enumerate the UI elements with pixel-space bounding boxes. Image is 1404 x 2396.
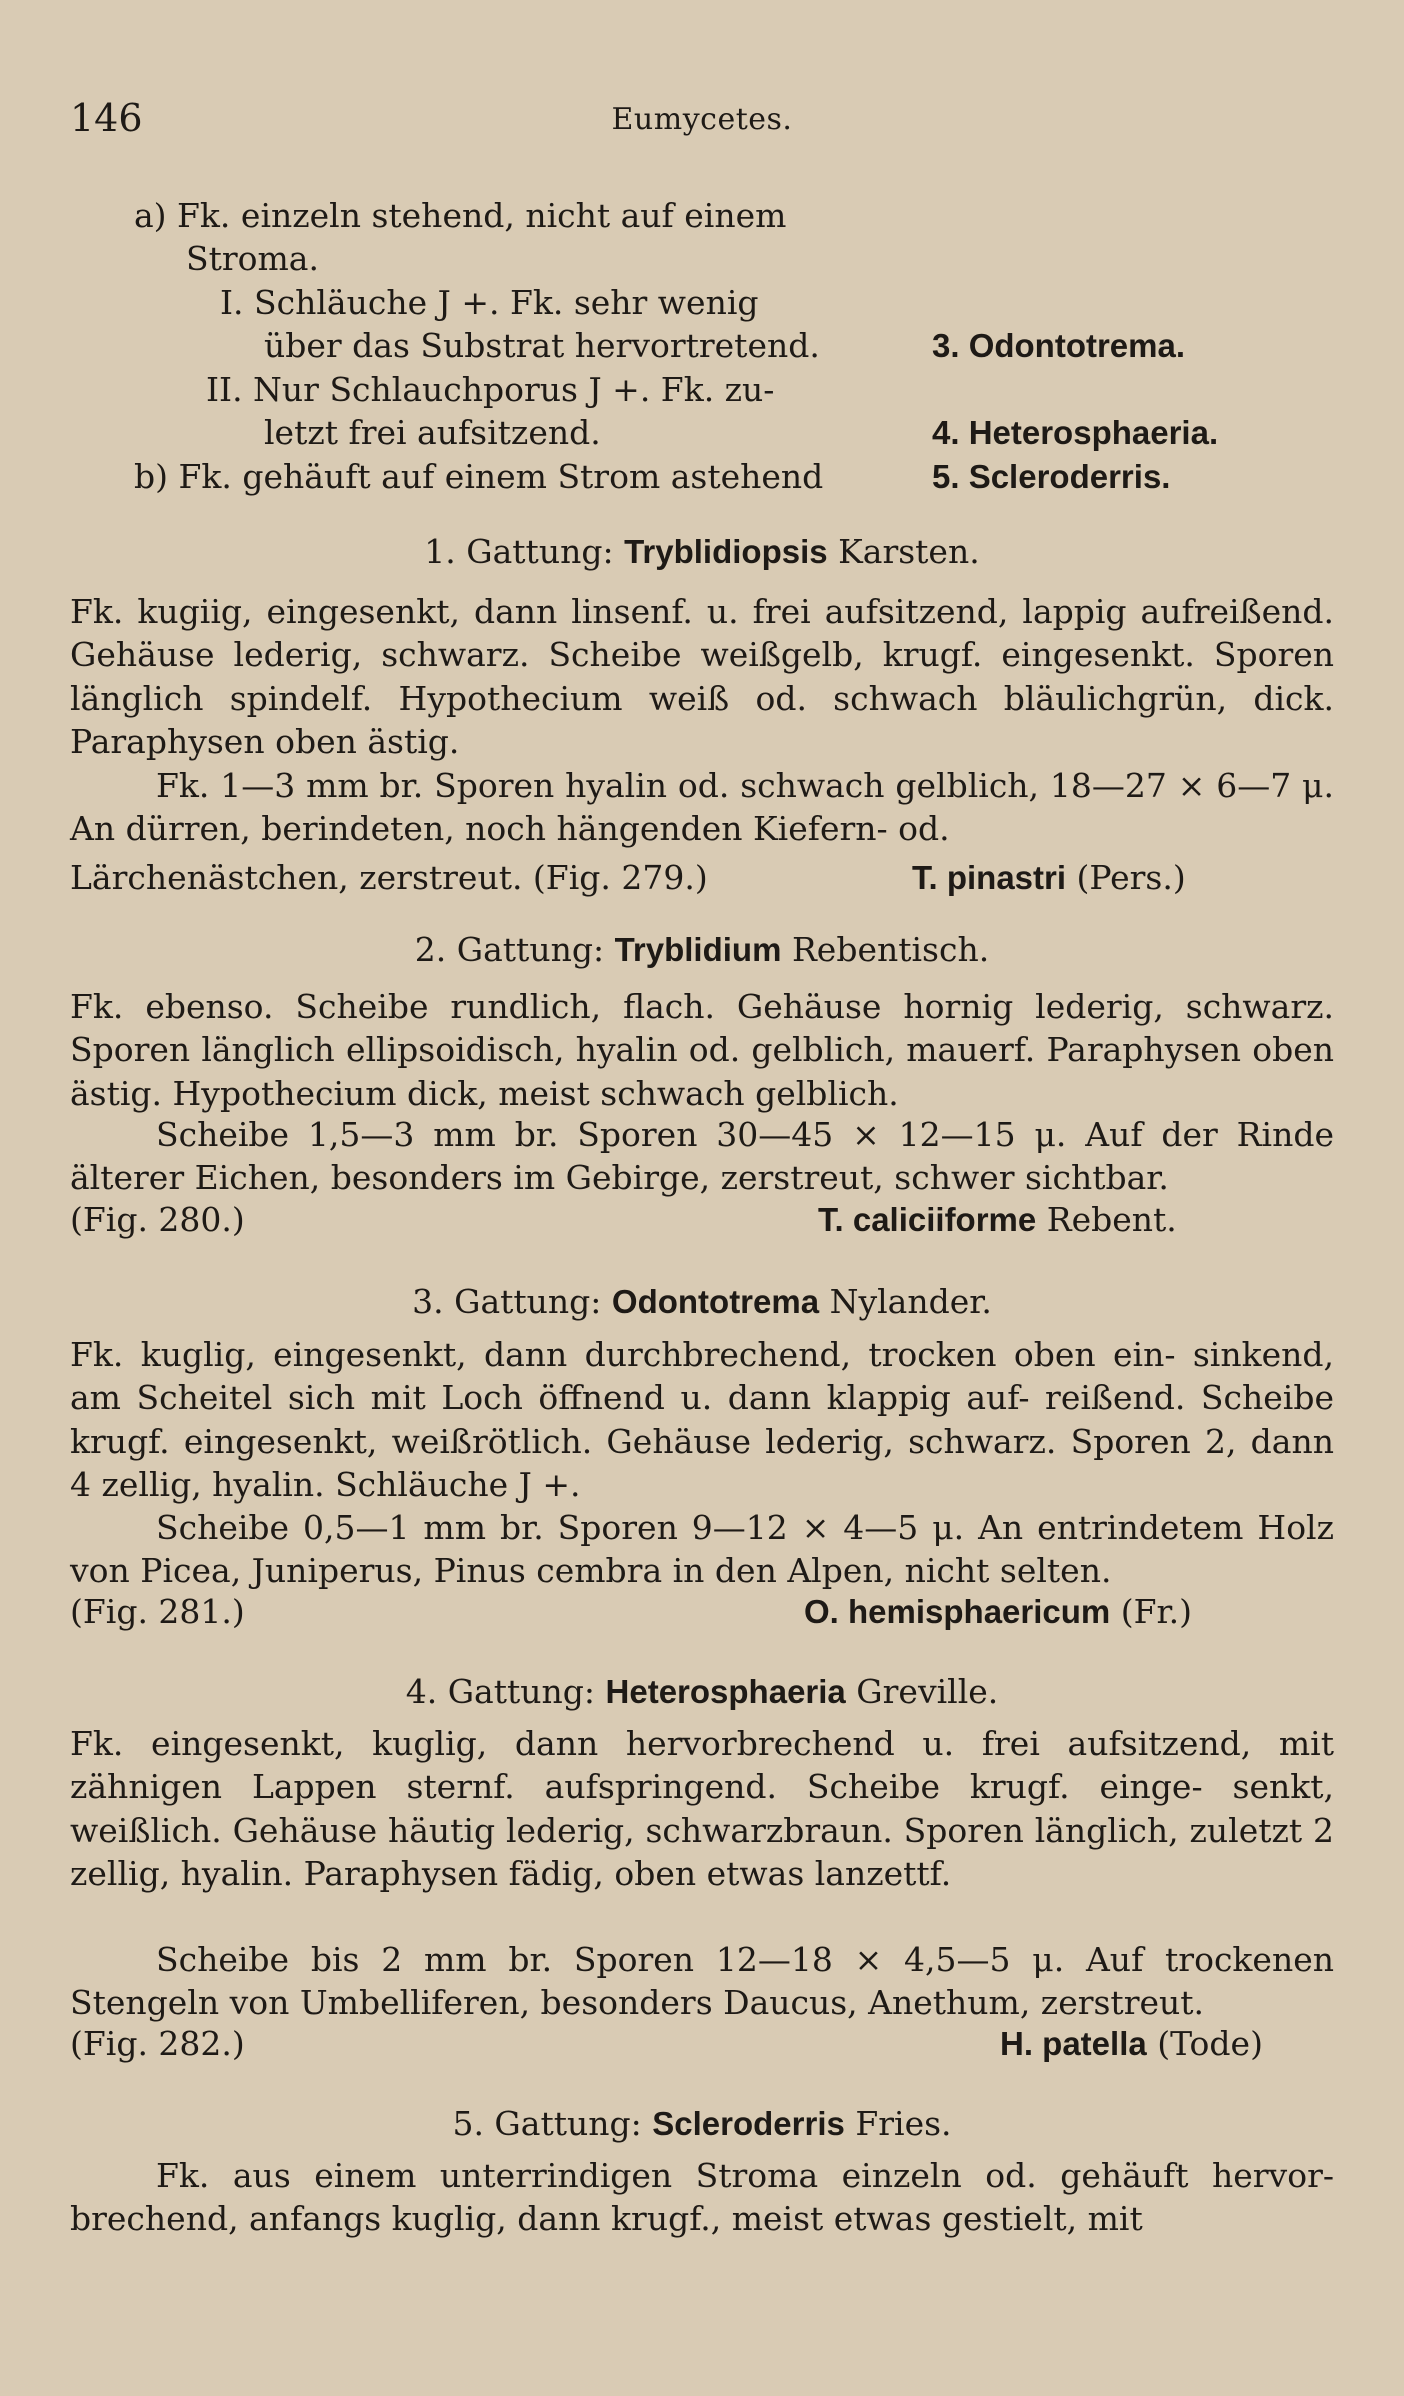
species-name: T. caliciiforme Rebent.: [818, 1200, 1177, 1239]
key-line-b: b) Fk. gehäuft auf einem Strom astehend: [134, 457, 824, 496]
genus-description-2: Fk. ebenso. Scheibe rundlich, flach. Gehäuse hornig lederig, schwarz. Sporen länglich ellipsoidisch, hyalin od. gelblich, mauerf. Paraphysen oben ästig. Hypothecium dick, meist schwach gelblich.: [70, 987, 1334, 1113]
key-line-I1: I. Schläuche J +. Fk. sehr wenig: [220, 283, 759, 322]
genus-name: Scleroderris: [652, 2105, 845, 2142]
figure-ref: (Fig. 280.): [70, 1200, 245, 1239]
genus-number: 3. Gattung:: [412, 1282, 602, 1321]
genus-number: 5. Gattung:: [452, 2104, 642, 2143]
genus-heading-1: [0, 532, 1404, 572]
genus-number: 2. Gattung:: [414, 930, 605, 969]
genus-heading-3: [0, 1282, 1404, 1322]
genus-description-5: Fk. aus einem unterrindigen Stroma einzeln od. gehäuft hervor- brechend, anfangs kuglig, dann krugf., meist etwas gestielt, mit: [70, 2156, 1334, 2239]
genus-author: Karsten.: [838, 532, 980, 571]
genus-heading-2: [0, 930, 1404, 970]
genus-description-4: Fk. eingesenkt, kuglig, dann hervorbrechend u. frei aufsitzend, mit zähnigen Lappen sternf. aufspringend. Scheibe krugf. einge- senkt, weißlich. Gehäuse häutig lederig, schwarzbraun. Sporen länglich, zuletzt 2 zellig, hyalin. Paraphysen fädig, oben etwas lanzettf.: [70, 1724, 1334, 1893]
figure-ref: (Fig. 281.): [70, 1592, 245, 1631]
figure-ref: Lärchenästchen, zerstreut. (Fig. 279.): [70, 858, 708, 897]
genus-detail-4: Scheibe bis 2 mm br. Sporen 12—18 × 4,5—5 μ. Auf trockenen Stengeln von Umbelliferen, besonders Daucus, Anethum, zerstreut.: [70, 1940, 1334, 2023]
genus-name: Heterosphaeria: [605, 1673, 846, 1710]
genus-heading-4: [0, 1672, 1404, 1712]
running-title: Eumycetes.: [611, 102, 793, 137]
genus-author: Rebentisch.: [791, 930, 990, 969]
genus-description-1: Fk. kugiig, eingesenkt, dann linsenf. u. frei aufsitzend, lappig aufreißend. Gehäuse lederig, schwarz. Scheibe weißgelb, krugf. eingesenkt. Sporen länglich spindelf. Hypothecium weiß od. schwach bläulichgrün, dick. Paraphysen oben ästig.: [70, 592, 1334, 761]
genus-author: Greville.: [856, 1672, 999, 1711]
species-name: H. patella (Tode): [1000, 2024, 1263, 2063]
genus-author: Fries.: [855, 2104, 952, 2143]
key-line-a: a) Fk. einzeln stehend, nicht auf einem: [134, 196, 787, 235]
genus-number: 1. Gattung:: [424, 532, 614, 571]
genus-detail-3: Scheibe 0,5—1 mm br. Sporen 9—12 × 4—5 μ. An entrindetem Holz von Picea, Juniperus, Pinus cembra in den Alpen, nicht selten.: [70, 1508, 1334, 1591]
genus-detail-1: Fk. 1—3 mm br. Sporen hyalin od. schwach gelblich, 18—27 × 6—7 μ. An dürren, berindeten, noch hängenden Kiefern- od.: [70, 766, 1334, 849]
page-header: [70, 96, 1334, 142]
key-target-odontotrema: 3. Odontotrema.: [932, 327, 1186, 364]
genus-name: Odontotrema: [611, 1283, 820, 1320]
genus-heading-5: [0, 2104, 1404, 2144]
key-target-scleroderris: 5. Scleroderris.: [932, 458, 1171, 495]
genus-author: Nylander.: [829, 1282, 992, 1321]
genus-number: 4. Gattung:: [405, 1672, 596, 1711]
key-line-II1: II. Nur Schlauchporus J +. Fk. zu-: [206, 370, 775, 409]
key-target-heterosphaeria: 4. Heterosphaeria.: [932, 414, 1219, 451]
species-name: T. pinastri (Pers.): [912, 858, 1186, 897]
genus-name: Tryblidiopsis: [624, 533, 828, 570]
key-line-a2: Stroma.: [186, 239, 319, 278]
species-name: O. hemisphaericum (Fr.): [804, 1592, 1193, 1631]
page-number: 146: [70, 96, 143, 140]
genus-description-3: Fk. kuglig, eingesenkt, dann durchbrechend, trocken oben ein- sinkend, am Scheitel sich mit Loch öffnend u. dann klappig auf- reißend. Scheibe krugf. eingesenkt, weißrötlich. Gehäuse lederig, schwarz. Sporen 2, dann 4 zellig, hyalin. Schläuche J +.: [70, 1335, 1334, 1504]
figure-ref: (Fig. 282.): [70, 2024, 245, 2063]
key-line-II2: letzt frei aufsitzend.: [264, 413, 601, 452]
genus-name: Tryblidium: [614, 931, 782, 968]
genus-detail-2: Scheibe 1,5—3 mm br. Sporen 30—45 × 12—15 μ. Auf der Rinde älterer Eichen, besonders im Gebirge, zerstreut, schwer sichtbar.: [70, 1115, 1334, 1198]
key-line-I2: über das Substrat hervortretend.: [264, 326, 820, 365]
